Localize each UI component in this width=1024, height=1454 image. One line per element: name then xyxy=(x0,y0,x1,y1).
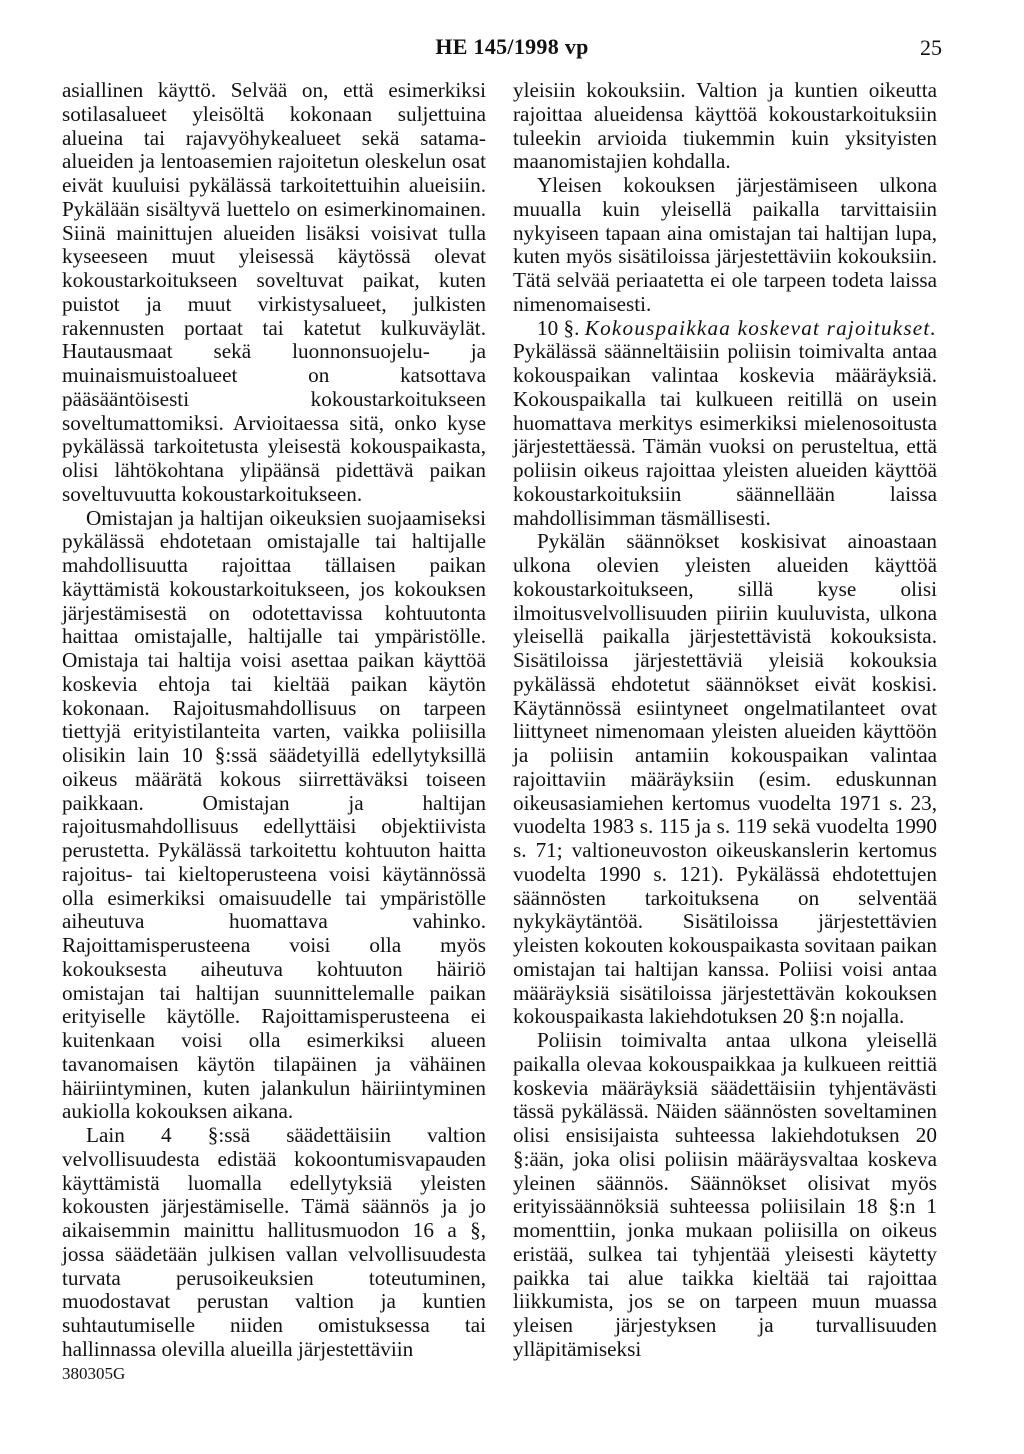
page-header xyxy=(0,34,1024,64)
section-number: 10 §. xyxy=(537,315,580,340)
right-paragraph-3: Pykälän säännökset koskisivat ainoastaan ulkona olevien yleisten alueiden käyttöä kokoustarkoitukseen, sillä kyse olisi ilmoitusvelvollisuuden piiriin kuuluvista, ulkona yleisellä paikalla järjestettävistä kokouksista. Sisätiloissa järjestettäviä yleisiä kokouksia pykälässä ehdotetut säännökset eivät koskisi. Käytännössä esiintyneet ongelmatilanteet ovat liittyneet nimenomaan yleisten alueiden käyttöön ja poliisin antamiin kokouspaikan valintaa rajoittaviin määräyksiin (esim. eduskunnan oikeusasiamiehen kertomus vuodelta 1971 s. 23, vuodelta 1983 s. 115 ja s. 119 sekä vuodelta 1990 s. 71; valtioneuvoston oikeuskanslerin kertomus vuodelta 1990 s. 121). Pykälässä ehdotettujen säännösten tarkoituksena on selventää nykykäytäntöä. Sisätiloissa järjestettävien yleisten kokouten kokouspaikasta sovitaan paikan omistajan tai haltijan kanssa. Poliisi voisi antaa määräyksiä sisätiloissa järjestettävän kokouksen kokouspaikasta lakiehdotuksen 20 §:n nojalla. xyxy=(513,529,937,1029)
footer-code: 380305G xyxy=(62,1364,126,1383)
right-paragraph-2: Yleisen kokouksen järjestämiseen ulkona muualla kuin yleisellä paikalla tarvittaisiin nykyiseen tapaan aina omistajan tai haltijan lupa, kuten myös sisätiloissa järjestettäviin kokouksiin. Tätä selvää periaatetta ei ole tarpeen todeta laissa nimenomaisesti. xyxy=(513,173,937,316)
right-paragraph-4: Poliisin toimivalta antaa ulkona yleisellä paikalla olevaa kokouspaikkaa ja kulkueen reittiä koskevia määräyksiä säädettäisiin tyhjentävästi tässä pykälässä. Näiden säännösten soveltaminen olisi ensisijaista suhteessa lakiehdotuksen 20 §:ään, joka olisi poliisin määräysvaltaa koskeva yleinen säännös. Säännökset olisivat myös erityissäännöksiä suhteessa poliisilain 18 §:n 1 momenttiin, jonka mukaan poliisilla on oikeus eristää, sulkea tai tyhjentää yleisesti käytetty paikka tai alue taikka kieltää tai rajoittaa liikkumista, jos se on tarpeen muun muassa yleisen järjestyksen ja turvallisuuden ylläpitämiseksi xyxy=(513,1028,937,1361)
document-id: HE 145/1998 vp xyxy=(435,34,589,59)
section-10 xyxy=(513,317,937,531)
left-paragraph-2: Omistajan ja haltijan oikeuksien suojaamiseksi pykälässä ehdotetaan omistajalle tai haltijalle mahdollisuutta rajoittaa tällaisen paikan käyttämistä kokoustarkoitukseen, jos kokouksen järjestämisestä on odotettavissa kohtuutonta haittaa omistajalle, haltijalle tai ympäristölle. Omistaja tai haltija voisi asettaa paikan käyttöä koskevia ehtoja tai kieltää paikan käytön kokonaan. Rajoitusmahdollisuus on tarpeen tiettyjä erityistilanteita varten, vaikka poliisilla olisikin lain 10 §:ssä säädetyillä edellytyksillä oikeus määrätä kokous siirrettäväksi toiseen paikkaan. Omistajan ja haltijan rajoitusmahdollisuus edellyttäisi objektiivista perustetta. Pykälässä tarkoitettu kohtuuton haitta rajoitus- tai kieltoperusteena voisi käytännössä olla esimerkiksi omaisuudelle tai ympäristölle aiheutuva huomattava vahinko. Rajoittamisperusteena voisi olla myös kokouksesta aiheutuva kohtuuton häiriö omistajan tai haltijan suunnittelemalle paikan erityiselle käytölle. Rajoittamisperusteena ei kuitenkaan voisi olla esimerkiksi alueen tavanomaisen käytön tilapäinen ja vähäinen häiriintyminen, kuten jalankulun häiriintyminen aukiolla kokouksen aikana. xyxy=(62,505,486,1124)
right-column xyxy=(513,79,937,1362)
section-text: Pykälässä säänneltäisiin poliisin toimivalta antaa kokouspaikan valintaa koskevia määräyksiä. Kokouspaikalla tai kulkueen reitillä on usein huomattava merkitys esimerkiksi mielenosoitusta järjestettäessä. Tämän vuoksi on perusteltua, että poliisin oikeus rajoittaa yleisten alueiden käyttöä kokoustarkoituksiin säännellään laissa mahdollisimman täsmällisesti. xyxy=(513,339,937,530)
right-paragraph-1: yleisiin kokouksiin. Valtion ja kuntien oikeutta rajoittaa alueidensa käyttöä kokoustarkoituksiin tuleekin arvioida tiukemmin kuin yksityisten maanomistajien kohdalla. xyxy=(513,78,937,174)
left-column xyxy=(62,79,486,1362)
left-paragraph-3: Lain 4 §:ssä säädettäisiin valtion velvollisuudesta edistää kokoontumisvapauden käyttämistä luomalla edellytyksiä yleisten kokousten järjestämiselle. Tämä säännös ja jo aikaisemmin mainittu hallitusmuodon 16 a §, jossa säädetään julkisen vallan velvollisuudesta turvata perusoikeuksien toteutuminen, muodostavat perustan valtion ja kuntien suhtautumiselle niiden omistuksessa tai hallinnassa olevilla alueilla järjestettäviin xyxy=(62,1123,486,1361)
left-paragraph-1: asiallinen käyttö. Selvää on, että esimerkiksi sotilasalueet yleisöltä kokonaan suljettuina alueina tai rajavyöhykealueet sekä satama-alueiden ja lentoasemien rajoitetun oleskelun osat eivät kuuluisi pykälässä tarkoitettuihin alueisiin. Pykälään sisältyvä luettelo on esimerkinomainen. Siinä mainittujen alueiden lisäksi voisivat tulla kyseeseen muut yleisessä käytössä olevat kokoustarkoitukseen soveltuvat paikat, kuten puistot ja muut virkistysalueet, julkisten rakennusten portaat tai katetut kulkuväylät. Hautausmaat sekä luonnonsuojelu- ja muinaismuistoalueet on katsottava pääsääntöisesti kokoustarkoitukseen soveltumattomiksi. Arvioitaessa sitä, onko kyse pykälässä tarkoitetusta yleisestä kokouspaikasta, olisi lähtökohtana ylipäänsä pidettävä paikan soveltuvuutta kokoustarkoitukseen. xyxy=(62,78,486,506)
page-number: 25 xyxy=(920,35,942,60)
section-heading: Kokouspaikkaa koskevat rajoitukset. xyxy=(584,315,937,340)
